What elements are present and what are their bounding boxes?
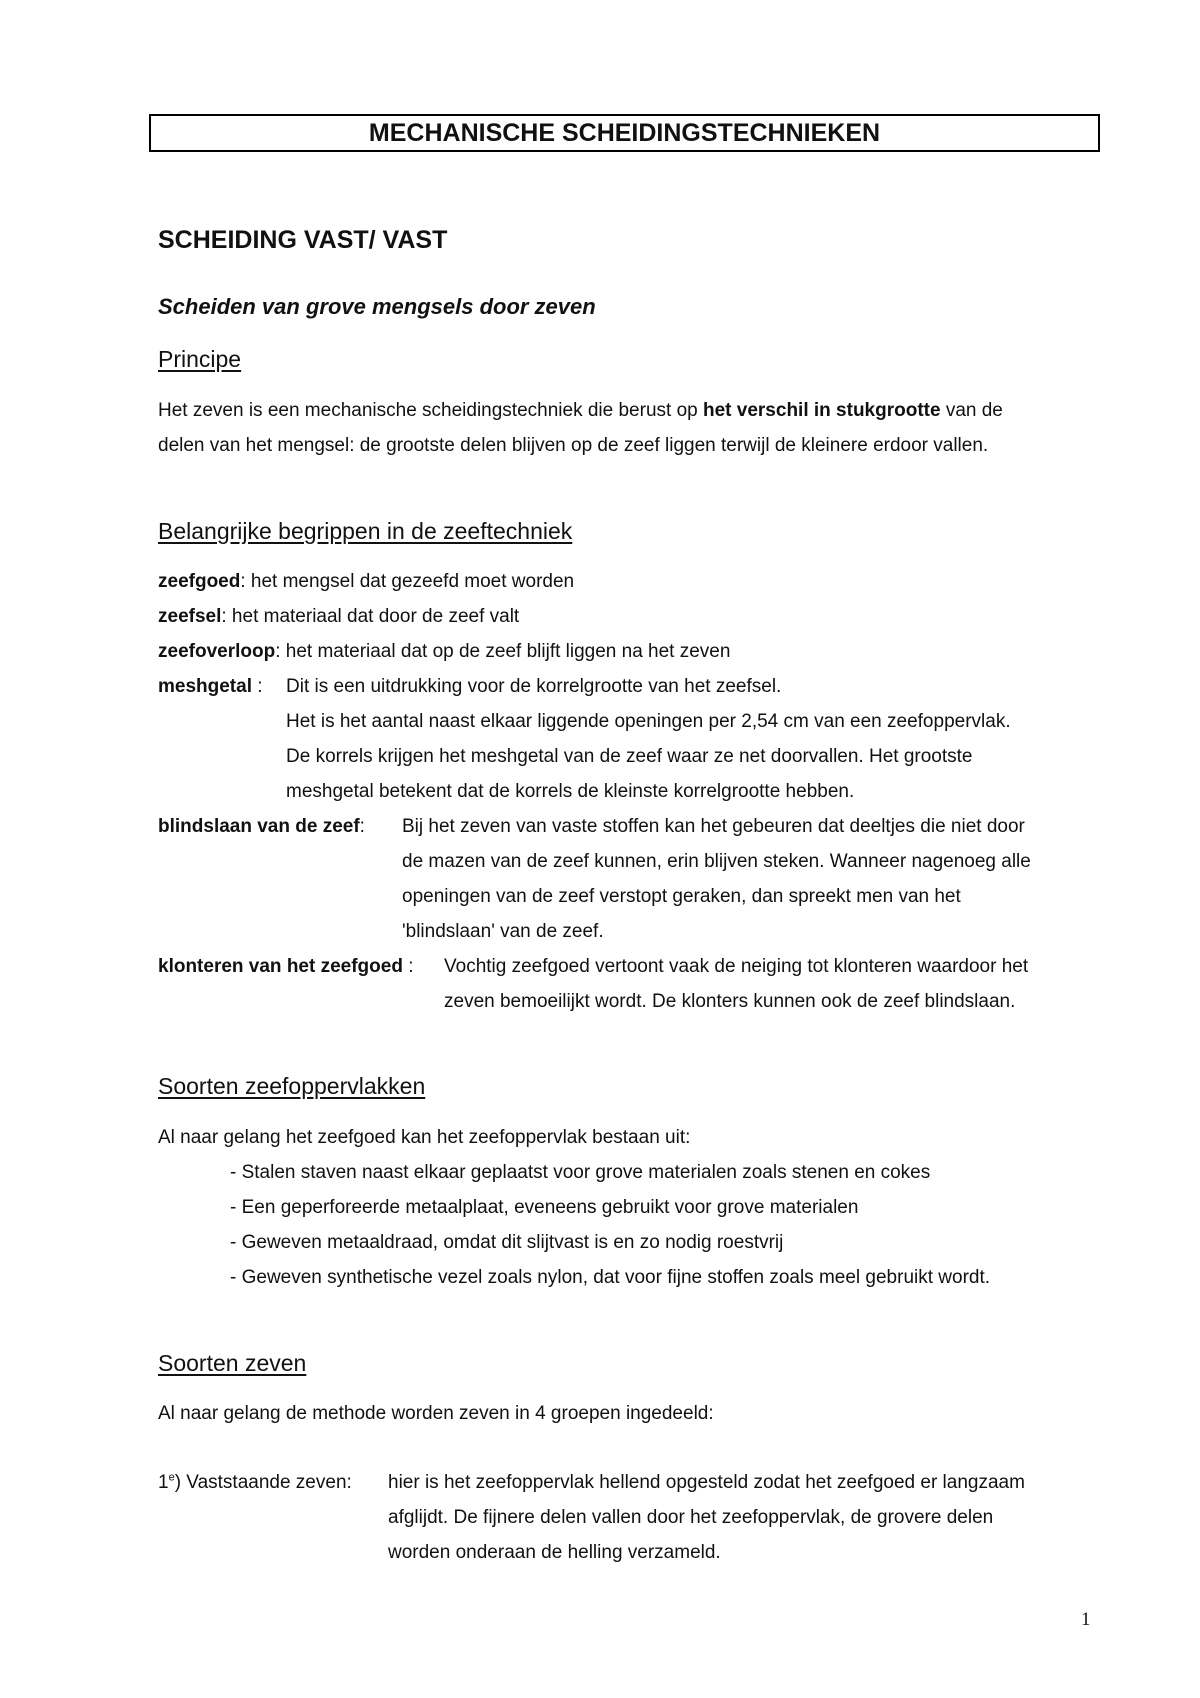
term-label: klonteren van het zeefgoed <box>158 956 403 977</box>
list-item: - Een geperforeerde metaalplaat, eveneens gebruikt voor grove materialen <box>230 1197 859 1218</box>
principe-emphasis: het verschil in stukgrootte <box>703 400 941 421</box>
klonteren-line: zeven bemoeilijkt wordt. De klonters kunnen ook de zeef blindslaan. <box>444 991 1016 1012</box>
principe-heading: Principe <box>158 346 242 372</box>
subsection-heading: Scheiden van grove mengsels door zeven <box>158 294 596 319</box>
term-label: zeefsel <box>158 606 222 627</box>
list-item: - Geweven synthetische vezel zoals nylon, dat voor fijne stoffen zoals meel gebruikt wordt. <box>230 1267 991 1288</box>
zeven-item-line: hier is het zeefoppervlak hellend opgesteld zodat het zeefgoed er langzaam <box>388 1472 1025 1493</box>
term-meshgetal <box>158 676 263 698</box>
blindslaan-line: 'blindslaan' van de zeef. <box>402 921 604 942</box>
term-zeefsel <box>158 606 519 628</box>
document-title: MECHANISCHE SCHEIDINGSTECHNIEKEN <box>149 114 1100 152</box>
term-definition: : het mengsel dat gezeefd moet worden <box>240 571 575 592</box>
zeven-item-label <box>158 1472 352 1494</box>
meshgetal-line: De korrels krijgen het meshgetal van de zeef waar ze net doorvallen. Het grootste <box>286 746 973 767</box>
principe-text: Het zeven is een mechanische scheidingstechniek die berust op <box>158 400 703 421</box>
klonteren-line: Vochtig zeefgoed vertoont vaak de neiging tot klonteren waardoor het <box>444 956 1029 977</box>
meshgetal-line: Dit is een uitdrukking voor de korrelgrootte van het zeefsel. <box>286 676 782 697</box>
term-label: zeefgoed <box>158 571 241 592</box>
zeven-heading: Soorten zeven <box>158 1350 307 1376</box>
term-blindslaan <box>158 816 365 838</box>
item-label: ) Vaststaande zeven: <box>174 1472 352 1493</box>
term-klonteren <box>158 956 414 978</box>
ordinal-suffix: e <box>168 1471 175 1484</box>
blindslaan-line: openingen van de zeef verstopt geraken, dan spreekt men van het <box>402 886 961 907</box>
zeven-item-line: worden onderaan de helling verzameld. <box>388 1542 721 1563</box>
term-zeefoverloop <box>158 641 730 663</box>
term-label: zeefoverloop <box>158 641 276 662</box>
list-item: - Stalen staven naast elkaar geplaatst voor grove materialen zoals stenen en cokes <box>230 1162 931 1183</box>
zeven-item-line: afglijdt. De fijnere delen vallen door het zeefoppervlak, de grovere delen <box>388 1507 994 1528</box>
meshgetal-line: meshgetal betekent dat de korrels de kleinste korrelgrootte hebben. <box>286 781 855 802</box>
section-heading: SCHEIDING VAST/ VAST <box>158 226 448 254</box>
principe-line-2: delen van het mengsel: de grootste delen blijven op de zeef liggen terwijl de kleinere erdoor vallen. <box>158 435 989 456</box>
principe-text: van de <box>940 400 1003 421</box>
term-label: meshgetal <box>158 676 252 697</box>
page-number: 1 <box>1081 1609 1091 1630</box>
term-separator: : <box>402 956 414 977</box>
zeven-intro: Al naar gelang de methode worden zeven in 4 groepen ingedeeld: <box>158 1403 714 1424</box>
list-item: - Geweven metaaldraad, omdat dit slijtvast is en zo nodig roestvrij <box>230 1232 784 1253</box>
zeefoppervlakken-heading: Soorten zeefoppervlakken <box>158 1073 426 1099</box>
term-separator: : <box>359 816 365 837</box>
blindslaan-line: de mazen van de zeef kunnen, erin blijven steken. Wanneer nagenoeg alle <box>402 851 1031 872</box>
term-zeefgoed <box>158 571 574 593</box>
term-label: blindslaan van de zeef <box>158 816 360 837</box>
term-definition: : het materiaal dat door de zeef valt <box>221 606 520 627</box>
item-number: 1 <box>158 1472 169 1493</box>
term-definition: : het materiaal dat op de zeef blijft liggen na het zeven <box>275 641 731 662</box>
zeefoppervlakken-intro: Al naar gelang het zeefgoed kan het zeefoppervlak bestaan uit: <box>158 1127 691 1148</box>
meshgetal-line: Het is het aantal naast elkaar liggende openingen per 2,54 cm van een zeefoppervlak. <box>286 711 1011 732</box>
blindslaan-line: Bij het zeven van vaste stoffen kan het gebeuren dat deeltjes die niet door <box>402 816 1025 837</box>
principe-line-1 <box>158 400 1003 422</box>
term-separator: : <box>251 676 263 697</box>
begrippen-heading: Belangrijke begrippen in de zeeftechniek <box>158 518 573 544</box>
